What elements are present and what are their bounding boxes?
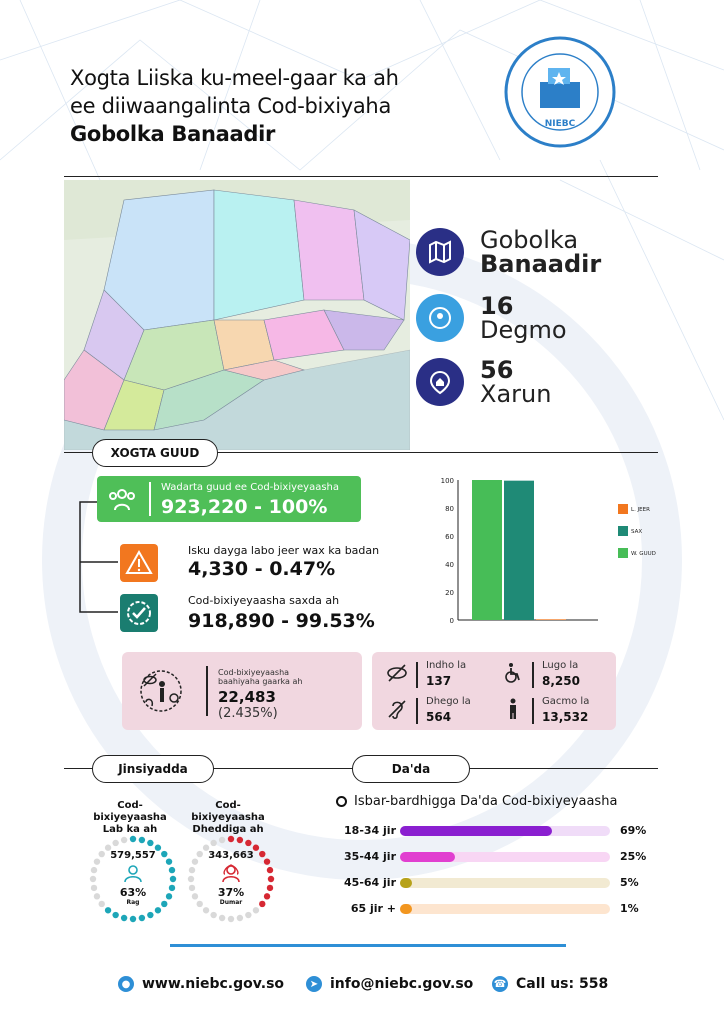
age-label: 65 jir + bbox=[350, 902, 396, 915]
stat-region-line1: Gobolka bbox=[480, 226, 579, 254]
stat-centers bbox=[416, 358, 646, 406]
chart-bar-w-guud bbox=[472, 480, 502, 620]
hands-value: 13,532 bbox=[542, 710, 589, 724]
ring-dot bbox=[112, 912, 118, 918]
age-pct: 69% bbox=[620, 824, 647, 837]
mobility-label: Lugo la bbox=[542, 660, 579, 671]
divider-top bbox=[64, 176, 658, 177]
age-bar-track bbox=[400, 826, 610, 836]
special-needs-pct: (2.435%) bbox=[218, 706, 278, 721]
ring-dot bbox=[155, 907, 161, 913]
male-caption: Cod-bixiyeyaasha Lab ka ah bbox=[93, 800, 167, 835]
send-icon: ➤ bbox=[306, 976, 322, 992]
total-voters-value: 923,220 - 100% bbox=[161, 496, 328, 518]
valid-label: Cod-bixiyeyaasha saxda ah bbox=[188, 594, 340, 607]
female-caption: Cod-bixiyeyaasha Dheddiga ah bbox=[191, 800, 265, 835]
ring-dot bbox=[245, 840, 251, 846]
stat-districts-label: Degmo bbox=[480, 316, 567, 344]
total-voters-label: Wadarta guud ee Cod-bixiyeyaasha bbox=[161, 482, 340, 493]
ring-dot bbox=[228, 916, 234, 922]
ring-dot bbox=[90, 876, 96, 882]
home-pin-icon bbox=[416, 358, 464, 406]
age-bar-fill bbox=[400, 826, 552, 836]
ring-dot bbox=[267, 867, 273, 873]
special-needs-label: Cod-bixiyeyaasha baahiyaha gaarka ah bbox=[218, 668, 303, 686]
stat-region-line2: Banaadir bbox=[480, 250, 602, 278]
stat-districts bbox=[416, 294, 646, 342]
ring-dot bbox=[91, 867, 97, 873]
person-icon bbox=[502, 698, 524, 720]
age-bar-fill bbox=[400, 904, 412, 914]
age-title: Isbar-bardhigga Da'da Cod-bixiyeyaasha bbox=[336, 794, 617, 809]
ring-dot bbox=[130, 836, 136, 842]
ring-dot bbox=[105, 907, 111, 913]
ring-dot bbox=[147, 840, 153, 846]
ring-dot bbox=[237, 837, 243, 843]
footer-accent-line bbox=[170, 944, 566, 947]
title-line-1: Xogta Liiska ku-meel-gaar ka ah bbox=[70, 66, 399, 90]
female-pct: 37% bbox=[217, 886, 245, 899]
ring-dot bbox=[139, 837, 145, 843]
district-map bbox=[64, 180, 410, 450]
map-icon bbox=[416, 228, 464, 276]
stat-centers-label: Xarun bbox=[480, 380, 552, 408]
location-pin-icon bbox=[416, 294, 464, 342]
ring-dot bbox=[121, 915, 127, 921]
footer-website[interactable]: ● www.niebc.gov.so bbox=[118, 976, 284, 992]
ring-dot bbox=[228, 836, 234, 842]
stat-region bbox=[416, 228, 646, 276]
male-pct: 63% bbox=[119, 886, 147, 899]
chart-y-tick-label: 40 bbox=[445, 561, 454, 569]
chart-legend-swatch bbox=[618, 504, 628, 514]
ring-dot bbox=[245, 912, 251, 918]
special-needs-icon-group bbox=[136, 664, 186, 718]
valid-value: 918,890 - 99.53% bbox=[188, 610, 375, 632]
age-label: 45-64 jir bbox=[344, 876, 396, 889]
ring-dot bbox=[203, 907, 209, 913]
female-word: Dumar bbox=[219, 899, 243, 906]
chart-bar-sax bbox=[504, 481, 534, 620]
section-overview-label: XOGTA GUUD bbox=[92, 439, 218, 467]
phone-icon: ☎ bbox=[492, 976, 508, 992]
globe-icon: ● bbox=[118, 976, 134, 992]
ring-dot bbox=[253, 907, 259, 913]
ring-dot bbox=[210, 840, 216, 846]
niebc-logo bbox=[504, 36, 616, 148]
disability-breakdown-card bbox=[372, 652, 616, 730]
age-label: 35-44 jir bbox=[344, 850, 396, 863]
ring-dot bbox=[189, 867, 195, 873]
footer-email[interactable]: ➤ info@niebc.gov.so bbox=[306, 976, 473, 992]
mobility-value: 8,250 bbox=[542, 674, 580, 688]
chart-y-tick-label: 60 bbox=[445, 533, 454, 541]
ring-dot bbox=[219, 915, 225, 921]
check-badge-icon bbox=[120, 594, 158, 632]
ring-dot bbox=[188, 876, 194, 882]
ear-off-icon bbox=[386, 698, 408, 720]
chart-y-tick-label: 100 bbox=[440, 477, 454, 485]
age-bar-track bbox=[400, 878, 610, 888]
age-bar-fill bbox=[400, 852, 455, 862]
ring-dot bbox=[210, 912, 216, 918]
eye-off-icon bbox=[386, 662, 408, 684]
deaf-label: Dhego la bbox=[426, 696, 471, 707]
ring-dot bbox=[147, 912, 153, 918]
ring-dot bbox=[268, 876, 274, 882]
female-avatar-icon bbox=[221, 864, 241, 882]
blind-value: 137 bbox=[426, 674, 452, 688]
page-title bbox=[70, 64, 399, 148]
hands-label: Gacmo la bbox=[542, 696, 590, 707]
title-line-3: Gobolka Banaadir bbox=[70, 122, 276, 146]
stat-centers-number: 56 bbox=[480, 356, 514, 384]
chart-legend-label: L. JEER bbox=[631, 507, 650, 513]
male-word: Rag bbox=[126, 899, 140, 906]
age-pct: 25% bbox=[620, 850, 647, 863]
age-pct: 5% bbox=[620, 876, 639, 889]
ring-dot bbox=[130, 916, 136, 922]
age-bar-track bbox=[400, 852, 610, 862]
ring-dot bbox=[139, 915, 145, 921]
chart-legend-label: W. GUUD bbox=[631, 551, 656, 557]
age-bar-track bbox=[400, 904, 610, 914]
warning-icon bbox=[120, 544, 158, 582]
special-needs-value: 22,483 bbox=[218, 688, 276, 706]
total-voters-box bbox=[97, 476, 361, 522]
age-bar-fill bbox=[400, 878, 412, 888]
deaf-value: 564 bbox=[426, 710, 452, 724]
ring-dot bbox=[219, 837, 225, 843]
overview-bar-chart bbox=[428, 472, 658, 630]
chart-legend-swatch bbox=[618, 548, 628, 558]
chart-legend-label: SAX bbox=[631, 529, 643, 535]
logo-text: NIEBC bbox=[544, 119, 576, 129]
chart-y-tick-label: 20 bbox=[445, 589, 454, 597]
people-group-icon bbox=[107, 484, 137, 514]
wheelchair-icon bbox=[502, 662, 524, 684]
female-count: 343,663 bbox=[208, 850, 254, 861]
chart-bar-l-jeer bbox=[536, 619, 566, 620]
male-count: 579,557 bbox=[110, 850, 156, 861]
age-label: 18-34 jir bbox=[344, 824, 396, 837]
section-gender-label: Jinsiyadda bbox=[92, 755, 214, 783]
stat-districts-number: 16 bbox=[480, 292, 514, 320]
chart-legend-swatch bbox=[618, 526, 628, 536]
ring-dot bbox=[237, 915, 243, 921]
bullet-icon bbox=[336, 796, 347, 807]
chart-y-tick-label: 0 bbox=[449, 617, 454, 625]
age-pct: 1% bbox=[620, 902, 639, 915]
male-avatar-icon bbox=[123, 864, 143, 882]
ring-dot bbox=[169, 867, 175, 873]
duplicate-value: 4,330 - 0.47% bbox=[188, 558, 336, 580]
ring-dot bbox=[170, 876, 176, 882]
footer-phone[interactable]: ☎ Call us: 558 bbox=[493, 976, 609, 992]
duplicate-label: Isku dayga labo jeer wax ka badan bbox=[188, 544, 380, 557]
ring-dot bbox=[112, 840, 118, 846]
section-age-label: Da'da bbox=[352, 755, 470, 783]
title-line-2: ee diiwaangalinta Cod-bixiyaha bbox=[70, 94, 392, 118]
chart-y-tick-label: 80 bbox=[445, 505, 454, 513]
special-needs-card bbox=[122, 652, 362, 730]
ring-dot bbox=[121, 837, 127, 843]
blind-label: Indho la bbox=[426, 660, 467, 671]
